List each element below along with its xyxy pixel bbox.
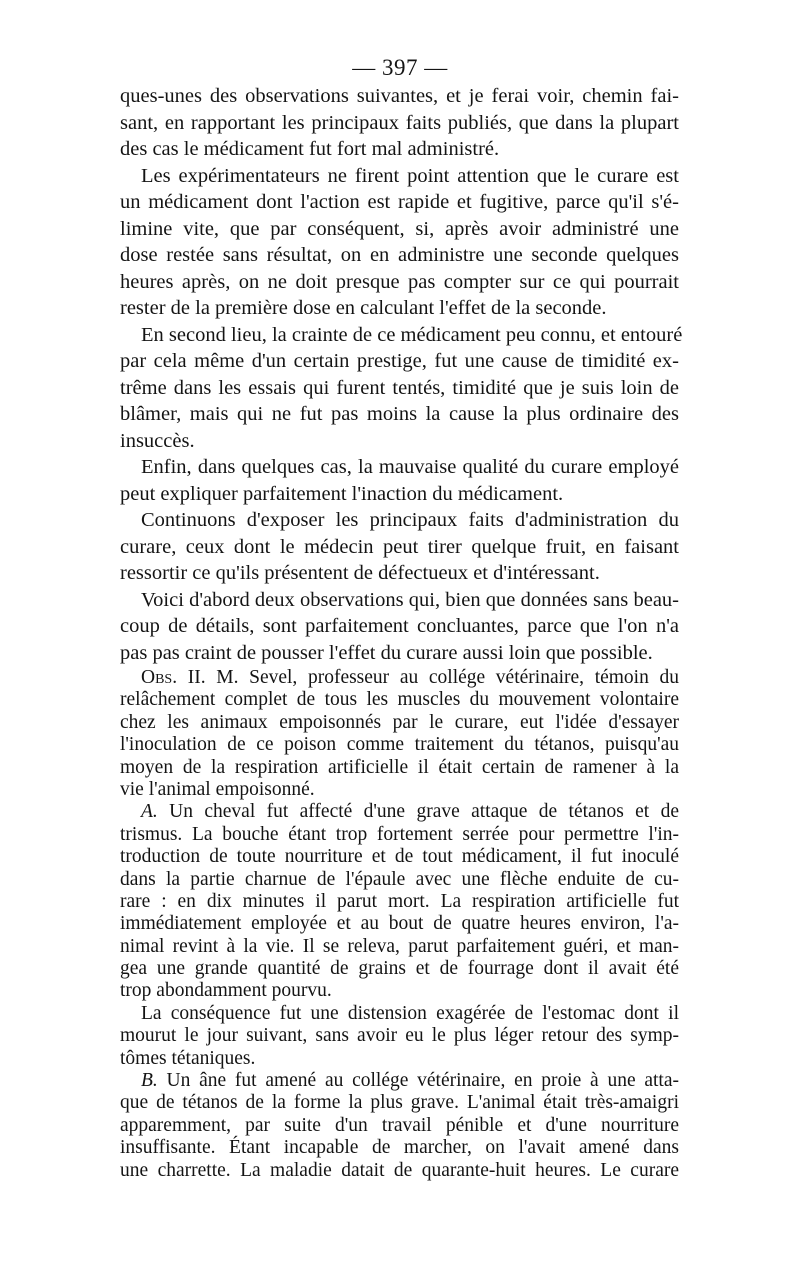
line-text: mourut le jour suivant, sans avoir eu le plus léger retour des symp-	[120, 1025, 679, 1047]
line-text: heures après, on ne doit presque pas compter sur ce qui pourrait	[120, 270, 679, 293]
text-line	[120, 824, 679, 846]
text-line	[120, 640, 679, 667]
text-line	[120, 936, 679, 958]
line-text: gea une grande quantité de grains et de fourrage dont il avait été	[120, 958, 679, 980]
text-line	[120, 689, 679, 711]
line-text: nimal revint à la vie. Il se releva, parut parfaitement guéri, et man-	[120, 935, 679, 957]
line-text: des cas le médicament fut fort mal administré.	[120, 138, 500, 160]
text-line	[120, 913, 679, 935]
text-line	[120, 667, 679, 689]
text-line	[120, 958, 679, 980]
text-line	[120, 401, 679, 428]
text-line	[120, 1048, 679, 1070]
line-text: Un cheval fut affecté d'une grave attaque de tétanos et de	[157, 801, 679, 823]
text-line	[120, 980, 679, 1002]
text-line	[120, 560, 679, 587]
line-text: relâchement complet de tous les muscles du mouvement volontaire	[120, 689, 679, 711]
line-text: Enfin, dans quelques cas, la mauvaise qualité du curare employé	[141, 456, 679, 478]
text-line	[120, 846, 679, 868]
line-text: Voici d'abord deux observations qui, bien que données sans beau-	[141, 588, 679, 611]
line-text: insuccès.	[120, 429, 195, 452]
text-line	[120, 779, 679, 801]
text-line	[120, 891, 679, 913]
line-text: curare, ceux dont le médecin peut tirer quelque fruit, en faisant	[120, 535, 679, 558]
line-text: une charrette. La maladie datait de quarante-huit heures. Le curare	[120, 1159, 679, 1181]
line-text: trême dans les essais qui furent tentés, timidité que je suis loin de	[120, 376, 679, 399]
line-text: chez les animaux empoisonnés par le curare, eut l'idée d'essayer	[120, 711, 679, 733]
line-text: moyen de la respiration artificielle il était certain de ramener à la	[120, 756, 679, 778]
text-line	[120, 801, 679, 823]
line-text: trismus. La bouche étant trop fortement serrée pour permettre l'in-	[120, 823, 679, 845]
line-text: limine vite, que par conséquent, si, après avoir administré une	[120, 217, 679, 240]
text-line	[120, 428, 679, 455]
line-text: coup de détails, sont parfaitement concluantes, parce que l'on n'a	[120, 615, 679, 637]
line-text: sant, en rapportant les principaux faits publiés, que dans la plupart	[120, 111, 679, 134]
text-line	[120, 869, 679, 891]
line-text: La conséquence fut une distension exagérée de l'estomac dont il	[141, 1002, 679, 1024]
body-text	[120, 83, 683, 1182]
line-text: Un âne fut amené au collége vétérinaire, en proie à une atta-	[157, 1070, 679, 1092]
text-line	[120, 322, 683, 349]
text-line	[120, 83, 679, 110]
line-text: immédiatement employée et au bout de quatre heures environ, l'a-	[120, 913, 679, 935]
line-text: apparemment, par suite d'un travail pénible et d'une nourriture	[120, 1114, 679, 1136]
text-line	[120, 587, 679, 614]
text-line	[120, 189, 679, 216]
line-text: trop abondamment pourvu.	[120, 980, 332, 1002]
text-line	[120, 1070, 679, 1092]
text-line	[120, 110, 679, 137]
line-text: l'inoculation de ce poison comme traitement du tétanos, puisqu'au	[120, 734, 679, 756]
text-line	[120, 1025, 679, 1047]
text-line	[120, 348, 679, 375]
line-text: Les expérimentateurs ne firent point attention que le curare est	[141, 164, 679, 187]
line-text: tômes tétaniques.	[120, 1047, 256, 1069]
line-text: vie l'animal empoisonné.	[120, 778, 315, 800]
line-text: par cela même d'un certain prestige, fut une cause de timidité ex-	[120, 350, 679, 372]
line-text: troduction de toute nourriture et de tout médicament, il fut inoculé	[120, 846, 679, 868]
text-line	[120, 216, 679, 243]
line-text: que de tétanos de la forme la plus grave. L'animal était très-amaigri	[120, 1092, 679, 1114]
text-line	[120, 269, 679, 296]
line-text: dose restée sans résultat, on en administre une seconde quelques	[120, 244, 679, 266]
text-line	[120, 136, 679, 163]
text-line	[120, 295, 679, 322]
text-line	[120, 534, 679, 561]
text-line	[120, 242, 679, 269]
text-line	[120, 1115, 679, 1137]
observation-label: Obs.	[141, 667, 178, 688]
line-text: Continuons d'exposer les principaux faits d'administration du	[141, 509, 679, 531]
line-text: dans la partie charnue de l'épaule avec une flèche enduite de cu-	[120, 868, 679, 890]
text-line	[120, 734, 679, 756]
text-line	[120, 613, 679, 640]
text-line	[120, 481, 679, 508]
text-line	[120, 1137, 679, 1159]
text-line	[120, 454, 679, 481]
line-text: rester de la première dose en calculant l'effet de la seconde.	[120, 297, 607, 319]
text-line	[120, 1160, 679, 1182]
text-line	[120, 375, 679, 402]
text-line	[120, 163, 679, 190]
line-text: En second lieu, la crainte de ce médicament peu connu, et entouré	[141, 323, 683, 346]
line-text: ressortir ce qu'ils présentent de défectueux et d'intéressant.	[120, 562, 600, 584]
text-line	[120, 757, 679, 779]
line-text: blâmer, mais qui ne fut pas moins la cause la plus ordinaire des	[120, 403, 679, 425]
page-number: — 397 —	[352, 55, 448, 80]
case-label: A.	[141, 801, 158, 823]
line-text: peut expliquer parfaitement l'inaction du médicament.	[120, 482, 564, 505]
text-line	[120, 712, 679, 734]
line-text: pas pas craint de pousser l'effet du curare aussi loin que possible.	[120, 641, 653, 664]
text-line	[120, 507, 679, 534]
line-text: ques-unes des observations suivantes, et je ferai voir, chemin fai-	[120, 85, 679, 107]
line-text: rare : en dix minutes il parut mort. La respiration artificielle fut	[120, 890, 679, 912]
text-line	[120, 1092, 679, 1114]
line-text: II. M. Sevel, professeur au collége vétérinaire, témoin du	[177, 667, 679, 688]
line-text: un médicament dont l'action est rapide et fugitive, parce qu'il s'é-	[120, 191, 679, 213]
text-line	[120, 1003, 679, 1025]
line-text: insuffisante. Étant incapable de marcher, on l'avait amené dans	[120, 1137, 679, 1159]
case-label: B.	[141, 1070, 158, 1092]
